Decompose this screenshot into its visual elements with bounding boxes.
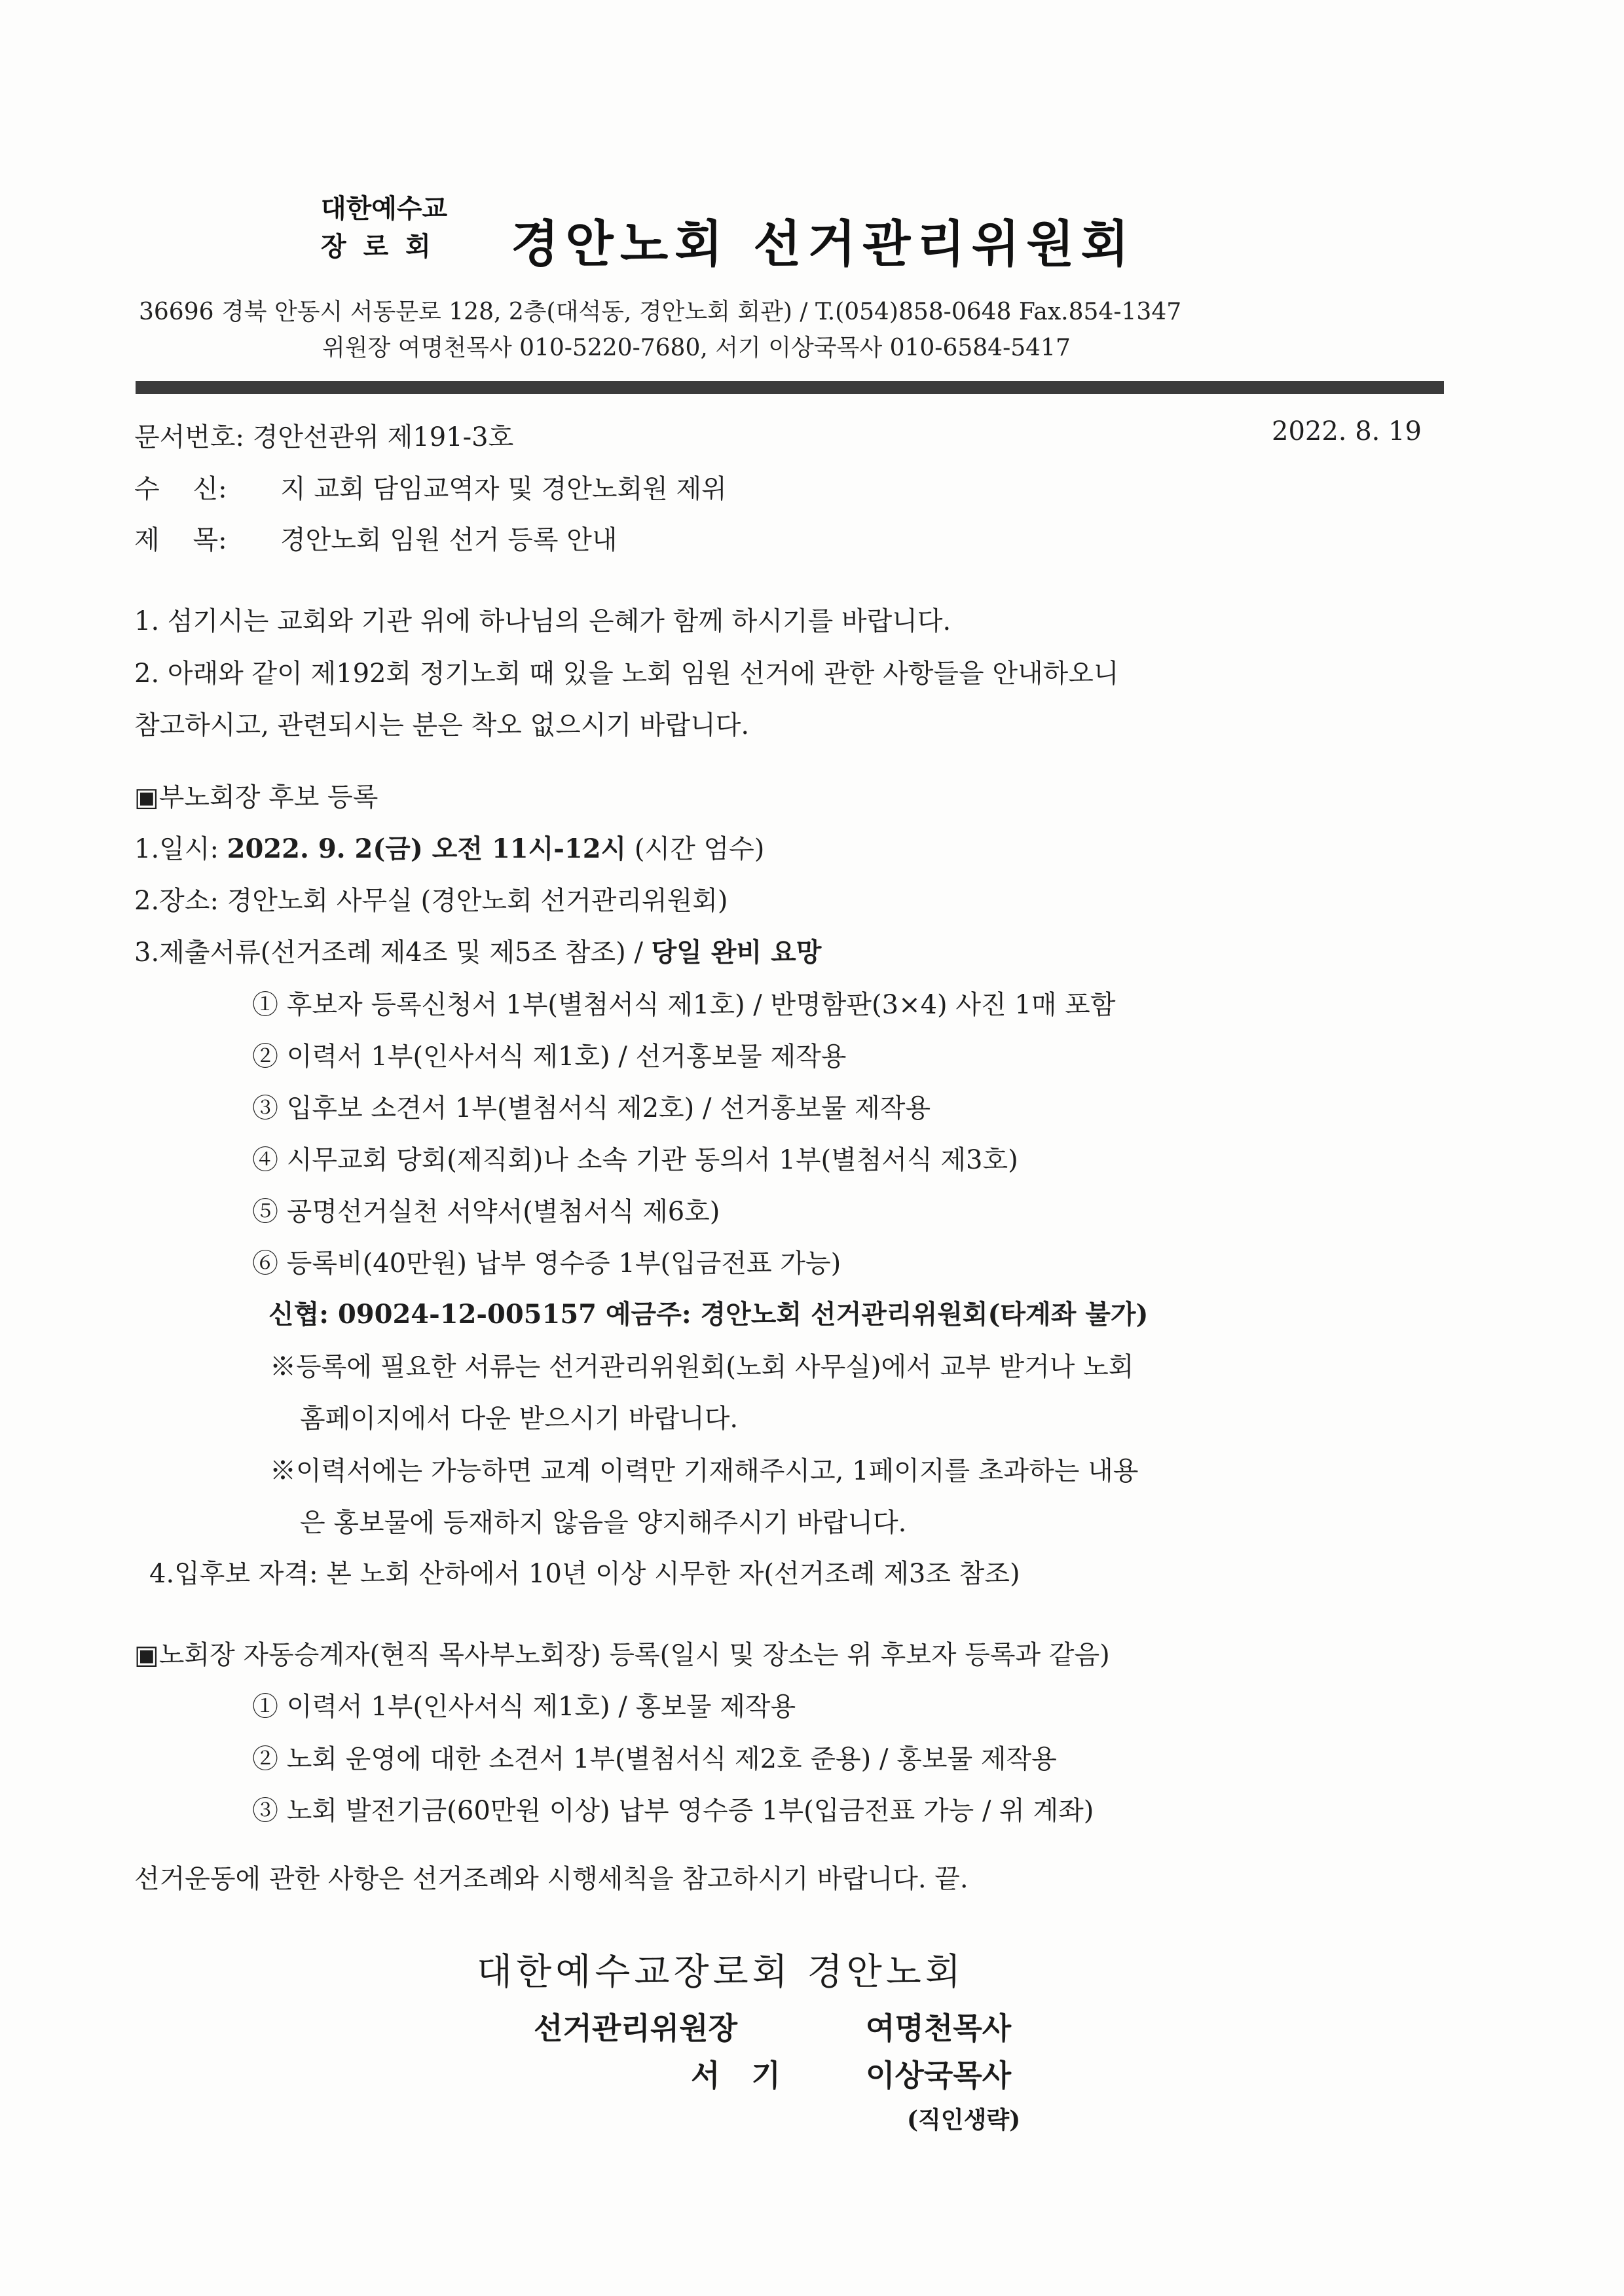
intro-paragraph-2b: 참고하시고, 관련되시는 분은 착오 없으시기 바랍니다.: [134, 710, 750, 740]
subject: 경안노회 임원 선거 등록 안내: [280, 525, 618, 555]
clerk-name: 이상국목사: [866, 2058, 1012, 2093]
section2-heading: ▣노회장 자동승계자(현직 목사부노회장) 등록(일시 및 장소는 위 후보자 등록과 같음): [134, 1640, 1110, 1670]
document-item-4: ④ 시무교회 당회(제직회)나 소속 기관 동의서 1부(별첨서식 제3호): [252, 1145, 1018, 1175]
org-name-line2: 장 로 회: [321, 232, 435, 262]
closing-statement: 선거운동에 관한 사항은 선거조례와 시행세칙을 참고하시기 바랍니다. 끝.: [134, 1864, 969, 1894]
document-item-1: ① 후보자 등록신청서 1부(별첨서식 제1호) / 반명함판(3×4) 사진 1매 포함: [252, 990, 1116, 1020]
location-item: 2.장소: 경안노회 사무실 (경안노회 선거관리위원회): [134, 886, 728, 916]
signature-organization: 대한예수교장로회 경안노회: [477, 1951, 965, 1994]
eligibility-item: 4.입후보 자격: 본 노회 산하에서 10년 이상 시무한 자(선거조례 제3조 참조): [149, 1559, 1020, 1589]
recipient-label: 수 신:: [134, 474, 227, 504]
successor-item-2: ② 노회 운영에 대한 소견서 1부(별첨서식 제2호 준용) / 홍보물 제작용: [252, 1744, 1057, 1774]
document-item-6: ⑥ 등록비(40만원) 납부 영수증 1부(입금전표 가능): [252, 1248, 841, 1279]
note-2b: 은 홍보물에 등재하지 않음을 양지해주시기 바랍니다.: [300, 1508, 907, 1538]
document-date: 2022. 8. 19: [1272, 416, 1422, 446]
intro-paragraph-1: 1. 섬기시는 교회와 기관 위에 하나님의 은혜가 함께 하시기를 바랍니다.: [134, 606, 951, 636]
note-2a: ※이력서에는 가능하면 교계 이력만 기재해주시고, 1페이지를 초과하는 내용: [270, 1456, 1139, 1486]
bank-account: 신협: 09024-12-005157 예금주: 경안노회 선거관리위원회(타계좌 불가): [268, 1299, 1149, 1330]
documents-label: 3.제출서류(선거조례 제4조 및 제5조 참조) /: [134, 938, 643, 968]
note-1a: ※등록에 필요한 서류는 선거관리위원회(노회 사무실)에서 교부 받거나 노회: [270, 1352, 1134, 1382]
address-line: 36696 경북 안동시 서동문로 128, 2층(대석동, 경안노회 회관) / T.(054)858-0648 Fax.854-1347: [139, 299, 1182, 325]
intro-paragraph-2a: 2. 아래와 같이 제192회 정기노회 때 있을 노회 임원 선거에 관한 사항들을 안내하오니: [134, 659, 1119, 689]
schedule-datetime: 2022. 9. 2(금) 오전 11시-12시: [227, 833, 627, 864]
chair-name: 여명천목사: [866, 2011, 1012, 2046]
schedule-note: (시간 엄수): [634, 834, 765, 864]
section1-heading: ▣부노회장 후보 등록: [134, 782, 378, 812]
contact-line: 위원장 여명천목사 010-5220-7680, 서기 이상국목사 010-6584-5417: [322, 335, 1071, 361]
document-item-5: ⑤ 공명선거실천 서약서(별첨서식 제6호): [252, 1197, 720, 1227]
note-1b: 홈페이지에서 다운 받으시기 바랍니다.: [300, 1404, 739, 1434]
recipient: 지 교회 담임교역자 및 경안노회원 제위: [280, 474, 727, 504]
documents-item: [134, 932, 821, 969]
document-item-2: ② 이력서 1부(인사서식 제1호) / 선거홍보물 제작용: [252, 1042, 847, 1072]
chair-title: 선거관리위원장: [534, 2011, 738, 2046]
successor-item-3: ③ 노회 발전기금(60만원 이상) 납부 영수증 1부(입금전표 가능 / 위 계좌): [252, 1796, 1094, 1826]
documents-requirement: 당일 완비 요망: [651, 937, 822, 968]
clerk-title: 서 기: [691, 2058, 781, 2093]
document-number: 문서번호: 경안선관위 제191-3호: [134, 422, 514, 452]
letterhead-title: 경안노회 선거관리위원회: [511, 215, 1136, 273]
seal-omitted-note: (직인생략): [907, 2106, 1021, 2134]
successor-item-1: ① 이력서 1부(인사서식 제1호) / 홍보물 제작용: [252, 1692, 796, 1722]
schedule-item: [134, 828, 764, 866]
schedule-label: 1.일시:: [134, 834, 219, 864]
document-item-3: ③ 입후보 소견서 1부(별첨서식 제2호) / 선거홍보물 제작용: [252, 1093, 931, 1123]
org-name-line1: 대한예수교: [321, 194, 448, 224]
header-divider: [136, 381, 1444, 394]
subject-label: 제 목:: [134, 525, 227, 555]
